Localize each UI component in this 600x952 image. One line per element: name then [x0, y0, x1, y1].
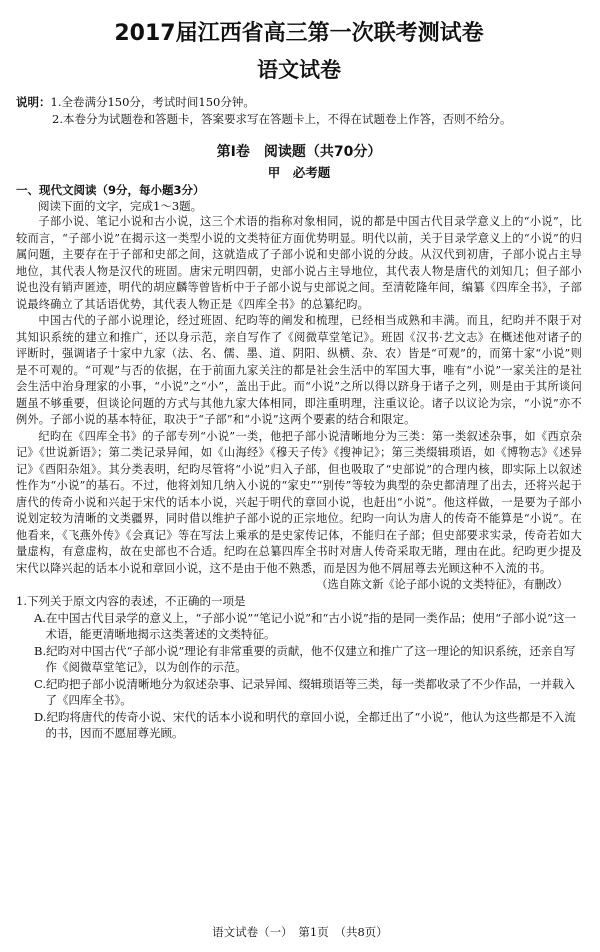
part-title: 第Ⅰ卷 阅读题（共70分） — [216, 144, 382, 160]
passage-source: （选自陈文新《论子部小说的文类特征》，有删改） — [316, 578, 568, 591]
option-a: A.在中国古代目录学的意义上，“子部小说”“笔记小说”和“古小说”指的是同一类作品；使用“子部小说”这一术语，能更清晰地揭示这类著述的文类特征。 — [34, 610, 576, 641]
question-stem: 1.下列关于原文内容的表述，不正确的一项是 — [16, 594, 246, 608]
notes-line-1 — [16, 94, 582, 111]
option-c: C.纪昀把子部小说清晰地分为叙述杂事、记录异闻、缀辑琐语等三类，每一类都收录了不少作品，一并载入了《四库全书》。 — [34, 676, 576, 707]
notes-label: 说明： — [16, 95, 51, 109]
notes-text-1: 1.全卷满分150分，考试时间150分钟。 — [50, 95, 255, 109]
part-subtitle: 甲 必考题 — [267, 165, 331, 180]
passage-paragraph: 子部小说、笔记小说和古小说，这三个术语的指称对象相同，说的都是中国古代目录学意义上的“小说”，比较而言，“子部小说”在揭示这一类型小说的文类特征方面优势明显。明代以前，关于目录学意义上的“小说”的归属问题，主要存在于子部和史部之间，这就造成了子部小说和史部小说的分歧。从汉代到初唐，子部小说占主导地位，其代表人物是汉代的班固。唐宋元明四朝，史部小说占主导地位，其代表人物是唐代的刘知几；但子部小说也没有销声匿迹，明代的胡应麟等曾皆析中于子部小说与史部说之间。至清乾隆年间，编纂《四库全书》，子部说最终确立了其话语优势，其代表人物正是《四库全书》的总纂纪昀。 — [16, 215, 582, 311]
option-d: D.纪昀将唐代的传奇小说、宋代的话本小说和明代的章回小说，全都迁出了“小说”，他认为这些都是不入流的书，因而不愿屈尊光顾。 — [34, 709, 576, 740]
exam-subtitle: 语文试卷 — [257, 58, 341, 82]
passage-paragraph: 纪昀在《四库全书》的子部专列“小说”一类，他把子部小说清晰地分为三类：第一类叙述杂事，如《西京杂记》《世说新语》；第二类记录异闻，如《山海经》《穆天子传》《搜神记》；第三类缀辑琐语，如《博物志》《述异记》《酉阳杂俎》。其分类表明，纪昀尽管将“小说”归入子部，但也吸取了“史部说”的合理内核，即实际上以叙述性作为“小说”的基石。不过，他将刘知几纳入小说的“家史”“别传”等较为典型的杂史都清理了出去，还将兴起于唐代的传奇小说和兴起于宋代的话本小说，兴起于明代的章回小说，也赶出“小说”。他这样做，一是要为子部小说划定较为清晰的文类疆界，同时借以维护子部小说的正宗地位。纪昀一向认为唐人的传奇不能算是“小说”。在他看来，《飞燕外传》《会真记》等在写法上乘承的是史家传记体，不能归在子部；但史部要求实录，传奇若如大量虚构，有意虚构，故在史部也不合适。纪昀在总纂四库全书时对唐人传奇采取无睹，理由在此。纪昀更少提及宋代以降兴起的话本小说和章回小说，这不是由于他不熟悉，而是因为他不屑屈尊去光顾这种不入流的书。 — [16, 429, 582, 575]
exam-title: 2017届江西省高三第一次联考测试卷 — [114, 21, 484, 46]
section-heading: 一、现代文阅读（9分，每小题3分） — [16, 183, 205, 197]
notes-line-2: 2.本卷分为试题卷和答题卡，答案要求写在答题卡上，不得在试题卷上作答，否则不给分。 — [52, 112, 512, 126]
section-instruction: 阅读下面的文字，完成1～3题。 — [38, 199, 203, 213]
passage-paragraph: 中国古代的子部小说理论，经过班固、纪昀等的阐发和梳理，已经相当成熟和丰满。而且，纪昀并不限于对其知识系统的建立和推广，还以身示范，亲自写作了《阅微草堂笔记》。班固《汉书·艺文志》在概述他对诸子的评断时，强调诸子十家中九家（法、名、儒、墨、道、阴阳、纵横、杂、农）皆是“可观”的，而第十家“小说”则是不可观的。“可观”与否的依据，在于前面九家关注的都是社会生活中的军国大事，唯有“小说”一家关注的是社会生活中治身理家的小事，“小说”之“小”，盖出于此。而“小说”之所以得以跻身于诸子之列，则是由于其所谈问题虽不够重要，但谈论问题的方式与其他九家大体相同，即注重明理，注重议论。诸子以议论为宗，“小说”亦不例外。子部小说的基本特征，取决于“子部”和“小说”这两个要素的结合和限定。 — [16, 314, 582, 426]
page-footer: 语文试卷（一） 第1页 （共8页） — [212, 925, 388, 939]
option-b: B.纪昀对中国古代“子部小说”理论有非常重要的贡献，他不仅建立和推广了这一理论的知识系统，还亲自写作《阅微草堂笔记》，以为创作的示范。 — [34, 643, 576, 674]
